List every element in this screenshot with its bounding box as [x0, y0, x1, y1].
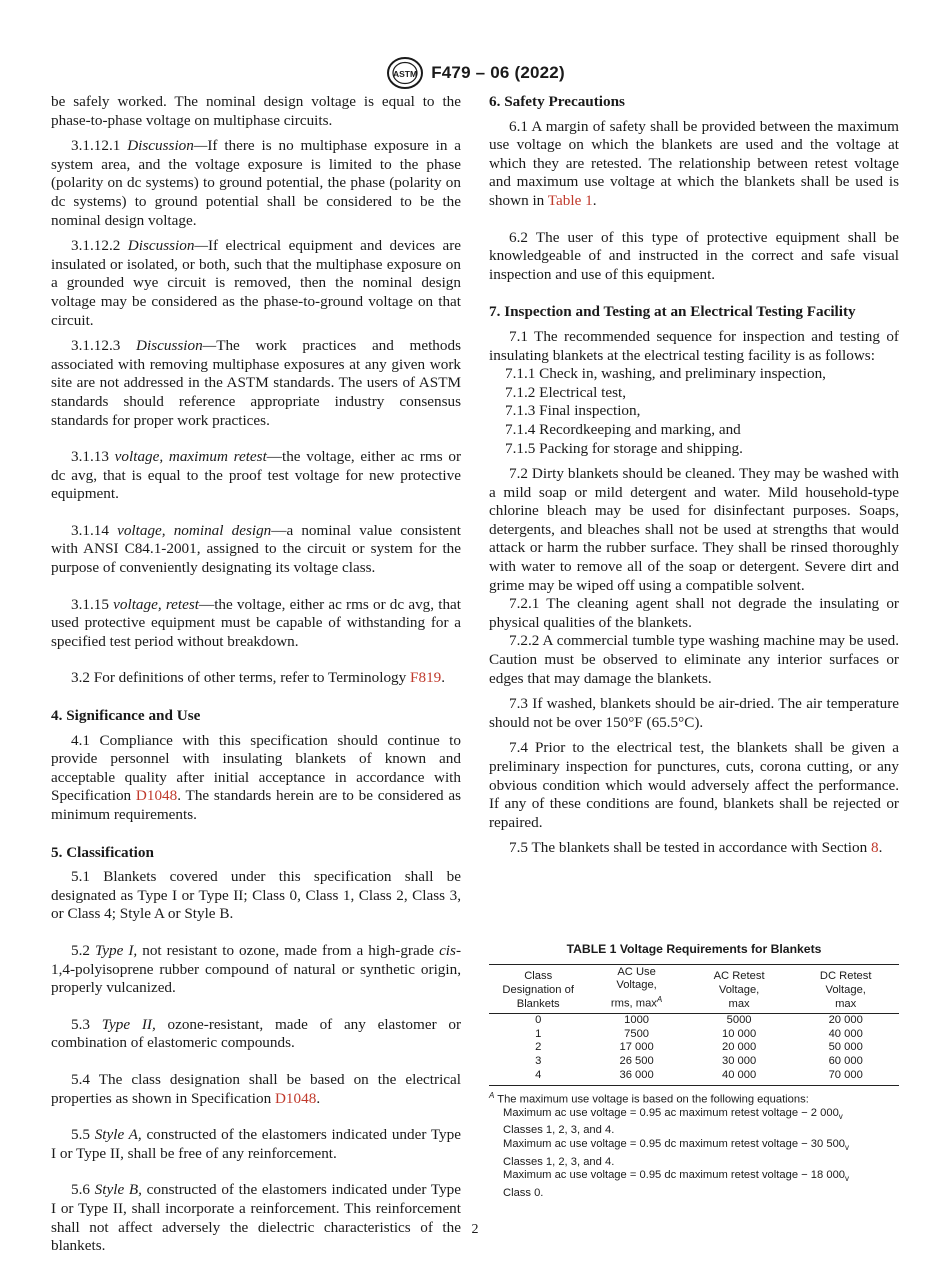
col-header-ac-retest: AC Retest Voltage, max	[686, 964, 793, 1013]
paragraph-7-2-1: 7.2.1 The cleaning agent shall not degrade the insulating or physical qualities of the blankets.	[489, 595, 899, 631]
ref-d1048-link-2[interactable]: D1048	[274, 1089, 317, 1107]
definition-3-1-15: 3.1.15 voltage, retest—the voltage, either ac rms or dc avg, that used protective equipment must be capable of withstanding for a specified test period without breakdown.	[51, 595, 462, 650]
col-header-dc-retest: DC Retest Voltage, max	[792, 964, 899, 1013]
table-row	[489, 1041, 899, 1055]
ref-table-1-link[interactable]: Table 1	[547, 191, 593, 209]
cell-ac-retest: 5000	[726, 1013, 752, 1026]
cell-dc-retest: 40 000	[828, 1027, 863, 1040]
paragraph-5-3: 5.3 Type II, ozone-resistant, made of any elastomer or combination of elastomeric compounds.	[51, 1015, 462, 1052]
section-4-heading: 4. Significance and Use	[51, 707, 201, 725]
voltage-table	[489, 964, 899, 1086]
cell-ac-retest: 20 000	[721, 1041, 757, 1054]
cell-dc-retest: 50 000	[828, 1041, 863, 1054]
table-row	[489, 1069, 899, 1085]
definition-3-1-13: 3.1.13 voltage, maximum retest—the voltage, either ac rms or dc avg, that is equal to the proof test voltage for new protective equipment.	[51, 448, 462, 503]
paragraph-6-2: 6.2 The user of this type of protective equipment shall be knowledgeable of and instructed in the correct and safe visual inspection and use of this equipment.	[489, 228, 899, 283]
table-caption: TABLE 1 Voltage Requirements for Blankets	[566, 942, 822, 956]
paragraph-7-4: 7.4 Prior to the electrical test, the blankets shall be given a preliminary inspection for punctures, cuts, corona cutting, or any obvious condition which would adversely affect the performance. If any of these conditions are found, blankets shall be rejected or repaired.	[489, 739, 899, 831]
cell-dc-retest: 20 000	[828, 1013, 863, 1026]
cell-dc-retest: 60 000	[828, 1055, 863, 1068]
paragraph-7-3: 7.3 If washed, blankets should be air-dried. The air temperature should not be over 150°F (65.5°C).	[489, 695, 899, 731]
table-1	[489, 940, 899, 1200]
ref-section-8-link[interactable]: 8	[871, 839, 879, 857]
discussion-3-1-12-3: 3.1.12.3 Discussion—The work practices and methods associated with removing multiphase exposures at any given work site are not addressed in the ASTM standards. The users of ASTM standards should reference appropriate industry consensus standards for proper work practices.	[51, 337, 461, 429]
discussion-3-1-12-2: 3.1.12.2 Discussion—If electrical equipment and devices are insulated or isolated, or both, such that the multiphase exposure on a grounded wye circuit is removed, then the nominal design voltage may be considered as the phase-to-ground voltage on that circuit.	[51, 237, 462, 329]
continued-paragraph: be safely worked. The nominal design voltage is equal to the phase-to-phase voltage on multiphase circuits.	[51, 93, 461, 129]
cell-ac-use: 36 000	[587, 1069, 685, 1085]
paragraph-5-2: 5.2 Type I, not resistant to ozone, made from a high-grade cis-1,4-polyisoprene rubber compound of natural or synthetic origin, properly vulcanized.	[51, 941, 461, 997]
list-item: 7.1.3 Final inspection,	[505, 402, 641, 420]
list-item: 7.1.1 Check in, washing, and preliminary inspection,	[505, 365, 826, 383]
cell-ac-retest: 10 000	[721, 1027, 757, 1040]
paragraph-5-1: 5.1 Blankets covered under this specification shall be designated as Type I or Type II; Class 0, Class 1, Class 2, Class 3, or Class 4; Style A or Style B.	[51, 868, 461, 923]
list-item: 7.1.4 Recordkeeping and marking, and	[505, 420, 741, 438]
cell-dc-retest: 70 000	[792, 1069, 899, 1085]
cell-ac-use: 1000	[624, 1013, 650, 1026]
paragraph-5-6: 5.6 Style B, constructed of the elastomers indicated under Type I or Type II, shall incorporate a reinforcement. This reinforcement shall not affect adversely the dielectric characteristics of the blankets.	[51, 1181, 461, 1255]
page-header	[0, 56, 950, 90]
section-5-heading: 5. Classification	[51, 843, 154, 861]
cell-ac-use: 26 500	[619, 1055, 654, 1068]
paragraph-3-2: 3.2 For definitions of other terms, refer to Terminology F819.	[71, 669, 446, 687]
astm-logo	[385, 56, 425, 90]
cell-class: 3	[535, 1055, 542, 1068]
paragraph-7-2-2: 7.2.2 A commercial tumble type washing machine may be used. Caution must be observed to eliminate any interior surfaces or edges that may damage the blankets.	[489, 632, 899, 687]
table-row	[489, 1055, 899, 1069]
section-6-heading: 6. Safety Precautions	[489, 93, 625, 110]
section-7-heading: 7. Inspection and Testing at an Electrical Testing Facility	[489, 303, 856, 321]
cell-ac-retest: 30 000	[721, 1055, 757, 1068]
discussion-3-1-12-1: 3.1.12.1 Discussion—If there is no multiphase exposure in a system area, and the voltage exposure is limited to the phase (polarity on dc systems) to ground potential, the phase (polarity on dc systems) to ground potential shall be considered to be the nominal design voltage.	[51, 137, 462, 229]
cell-class: 1	[535, 1027, 542, 1040]
paragraph-5-4: 5.4 The class designation shall be based on the electrical properties as shown in Specification D1048.	[51, 1070, 461, 1107]
paragraph-7-5: 7.5 The blankets shall be tested in accordance with Section 8.	[509, 839, 883, 857]
right-column	[489, 93, 899, 858]
left-column	[51, 93, 461, 1256]
cell-ac-use: 17 000	[619, 1041, 654, 1054]
table-row	[489, 1013, 899, 1027]
list-item: 7.1.5 Packing for storage and shipping.	[505, 439, 743, 457]
definition-3-1-14: 3.1.14 voltage, nominal design—a nominal value consistent with ANSI C84.1-2001, assigned to the circuit or system for the purpose of conveniently designating its voltage class.	[51, 521, 461, 577]
cell-ac-retest: 40 000	[686, 1069, 793, 1085]
paragraph-7-1: 7.1 The recommended sequence for inspection and testing of insulating blankets at the electrical testing facility is as follows:	[489, 327, 899, 364]
col-header-class: Class Designation of Blankets	[489, 964, 587, 1013]
list-item: 7.1.2 Electrical test,	[505, 383, 627, 401]
table-row	[489, 1028, 899, 1042]
page-number: 2	[471, 1222, 479, 1237]
document-designation: F479 – 06 (2022)	[431, 62, 565, 82]
cell-class: 4	[489, 1069, 587, 1085]
paragraph-4-1: 4.1 Compliance with this specification should continue to provide personnel with insulating blankets of known and acceptable quality after initial acceptance in accordance with Specification D1048. The standards herein are to be considered as minimum requirements.	[51, 731, 461, 823]
paragraph-5-5: 5.5 Style A, constructed of the elastomers indicated under Type I or Type II, shall be free of any reinforcement.	[51, 1126, 461, 1162]
paragraph-6-1: 6.1 A margin of safety shall be provided between the maximum use voltage on which the blankets are used and the voltage at which they are retested. The relationship between retest voltage and maximum use voltage at which the blankets shall be used is shown in Table 1.	[489, 117, 899, 209]
cell-class: 2	[535, 1041, 542, 1054]
cell-ac-use: 7500	[624, 1027, 650, 1040]
paragraph-7-2: 7.2 Dirty blankets should be cleaned. They may be washed with a mild soap or mild detergent and water. Mild household-type chlorine bleach may be used for disinfectant purposes. Soaps, detergents, and bleaches shall not be used at strengths that would attack or harm the rubber surface. They shall be rinsed thoroughly with water to remove all of the soap or detergent. Severe dirt and grime may be wiped off using a compatible solvent.	[489, 465, 899, 594]
table-footnote: $^A$ The maximum use voltage is based on the following equations: Maximum ac use voltage = 0.95 ac maximum retest voltage − 2 $000_v$ Classes 1, 2, 3, and 4. Maximum ac use voltage = 0.95 dc maximum retest voltage − 30 $500_v$ Classes 1, 2, 3, and 4. Maximum ac use voltage = 0.95 dc maximum retest voltage − 18 $000_v$ Class 0.	[489, 1090, 850, 1199]
col-header-ac-use: AC Use Voltage, rms, $\max^A$	[587, 964, 685, 1013]
cell-class: 0	[535, 1013, 542, 1026]
ref-f819-link[interactable]: F819	[410, 669, 442, 687]
ref-d1048-link[interactable]: D1048	[135, 787, 178, 805]
svg-text:ASTM: ASTM	[393, 69, 418, 79]
